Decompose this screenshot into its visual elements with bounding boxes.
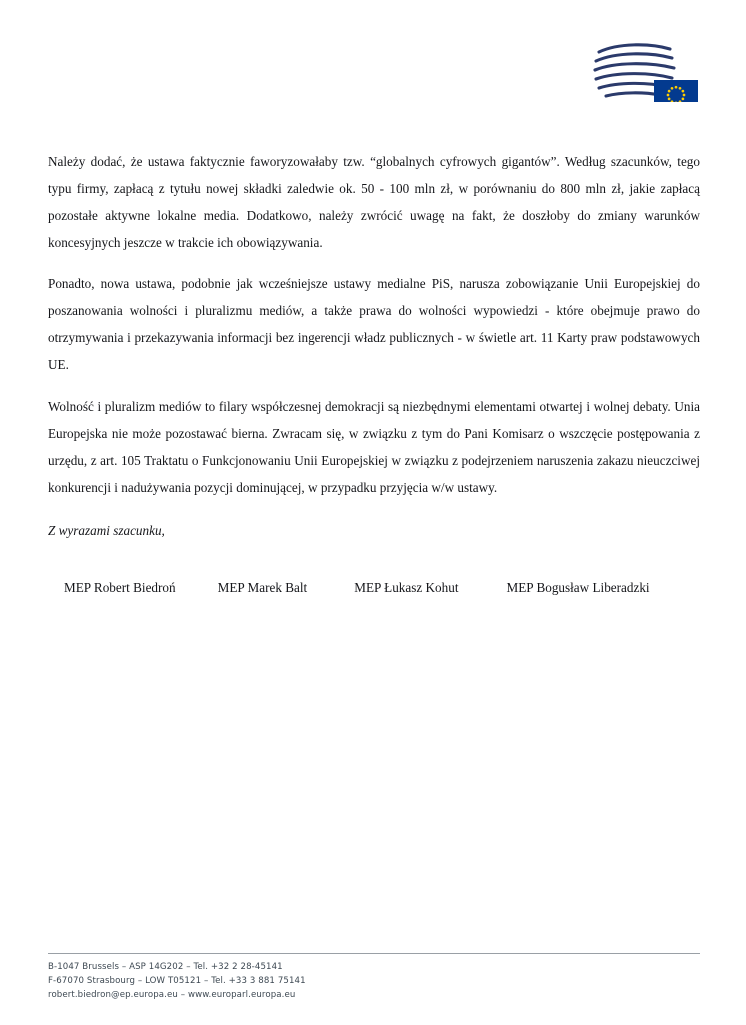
footer-divider [48, 953, 700, 954]
document-header [592, 40, 700, 102]
signature-name: MEP Bogusław Liberadzki [506, 580, 650, 595]
footer-address-brussels: B-1047 Brussels – ASP 14G202 – Tel. +32 2 28-45141 [48, 962, 283, 973]
european-parliament-logo-icon [592, 40, 700, 102]
paragraph-1: Należy dodać, że ustawa faktycznie faworyzowałaby tzw. “globalnych cyfrowych gigantów”. Według szacunków, tego typu firmy, zapłacą z tytułu nowej składki zaledwie ok. 50 - 100 mln zł, w porównaniu do 800 mln zł, jakie zapłacą pozostałe aktywne lokalne media. Dodatkowo, należy zwrócić uwagę na fakt, że doszłoby do zmiany warunków koncesyjnych jeszcze w trakcie ich obowiązywania. [48, 154, 700, 251]
signature-block [48, 580, 700, 596]
paragraph-2: Ponadto, nowa ustawa, podobnie jak wcześniejsze ustawy medialne PiS, narusza zobowiązanie Unii Europejskiej do poszanowania wolności i pluralizmu mediów, a także prawa do wolności wypowiedzi - które obejmuje prawo do otrzymywania i przekazywania informacji bez ingerencji władz publicznych - w świetle art. 11 Karty praw podstawowych UE. [48, 276, 700, 373]
signature-name: MEP Łukasz Kohut [354, 580, 459, 595]
document-body [48, 148, 700, 544]
footer-address-strasbourg: F-67070 Strasbourg – LOW T05121 – Tel. +33 3 881 75141 [48, 976, 306, 987]
closing-salutation: Z wyrazami szacunku, [48, 522, 165, 538]
signature-name: MEP Robert Biedroń [64, 580, 176, 595]
signature-name: MEP Marek Balt [217, 580, 308, 595]
paragraph-3: Wolność i pluralizm mediów to filary współczesnej demokracji są niezbędnymi elementami otwartej i wolnej debaty. Unia Europejska nie może pozostawać bierna. Zwracam się, w związku z tym do Pani Komisarz o wszczęcie postępowania z urzędu, z art. 105 Traktatu o Funkcjonowaniu Unii Europejskiej w związku z podejrzeniem naruszenia zakazu nieuczciwej konkurencji i nadużywania pozycji dominującej, w przypadku przyjęcia w/w ustawy. [48, 398, 700, 495]
document-footer [48, 953, 700, 1003]
footer-contact: robert.biedron@ep.europa.eu – www.europarl.europa.eu [48, 990, 296, 1001]
european-parliament-logo [592, 40, 700, 102]
